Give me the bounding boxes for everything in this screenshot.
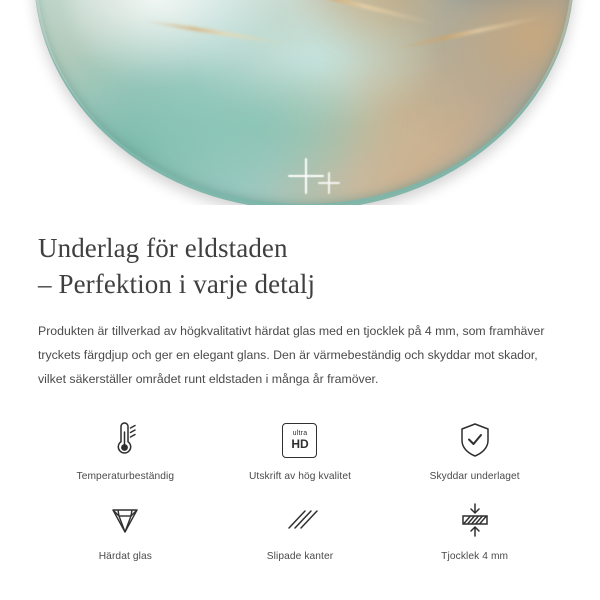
thermometer-icon [108,418,142,462]
feature-label: Tjocklek 4 mm [441,551,509,563]
feature-list [38,418,562,562]
marble-swirl [99,60,399,190]
feature-label: Slipade kanter [266,551,334,563]
page-title [38,231,562,302]
feature-item-surface-protection [387,418,562,482]
headline-line-2: – Perfektion i varje detalj [38,268,316,299]
thickness-arrows-icon [453,498,497,542]
polished-edges-icon [280,498,320,542]
feature-label: Härdat glas [98,551,152,563]
marble-glass-plate-image [34,0,574,205]
feature-item-temperature [38,418,213,482]
marble-swirl [434,0,574,106]
feature-item-polished-edges [213,498,388,562]
diamond-icon [105,498,145,542]
ultra-hd-icon [282,418,317,462]
feature-label: Temperaturbeständig [76,471,175,483]
shield-check-icon [457,418,493,462]
hero-image-section [0,0,600,205]
headline-line-1: Underlag för eldstaden [38,233,288,263]
ultra-hd-bottom-label: HD [291,436,309,451]
feature-item-thickness [387,498,562,562]
body-paragraph: Produkten är tillverkad av högkvalitativt härdat glas med en tjocklek på 4 mm, som framhäver tryckets färgdjup och ger en elegant glans. Den är värmebeständig och skyddar mot skador, vilket säkerställer området runt eldstaden i många år framöver. [38,324,545,387]
feature-item-tempered-glass [38,498,213,562]
feature-item-print-quality [213,418,388,482]
feature-label: Skyddar underlaget [429,471,520,483]
feature-label: Utskrift av hög kvalitet [248,471,352,483]
text-content [0,205,600,562]
ultra-hd-top-label: ultra [292,430,308,438]
